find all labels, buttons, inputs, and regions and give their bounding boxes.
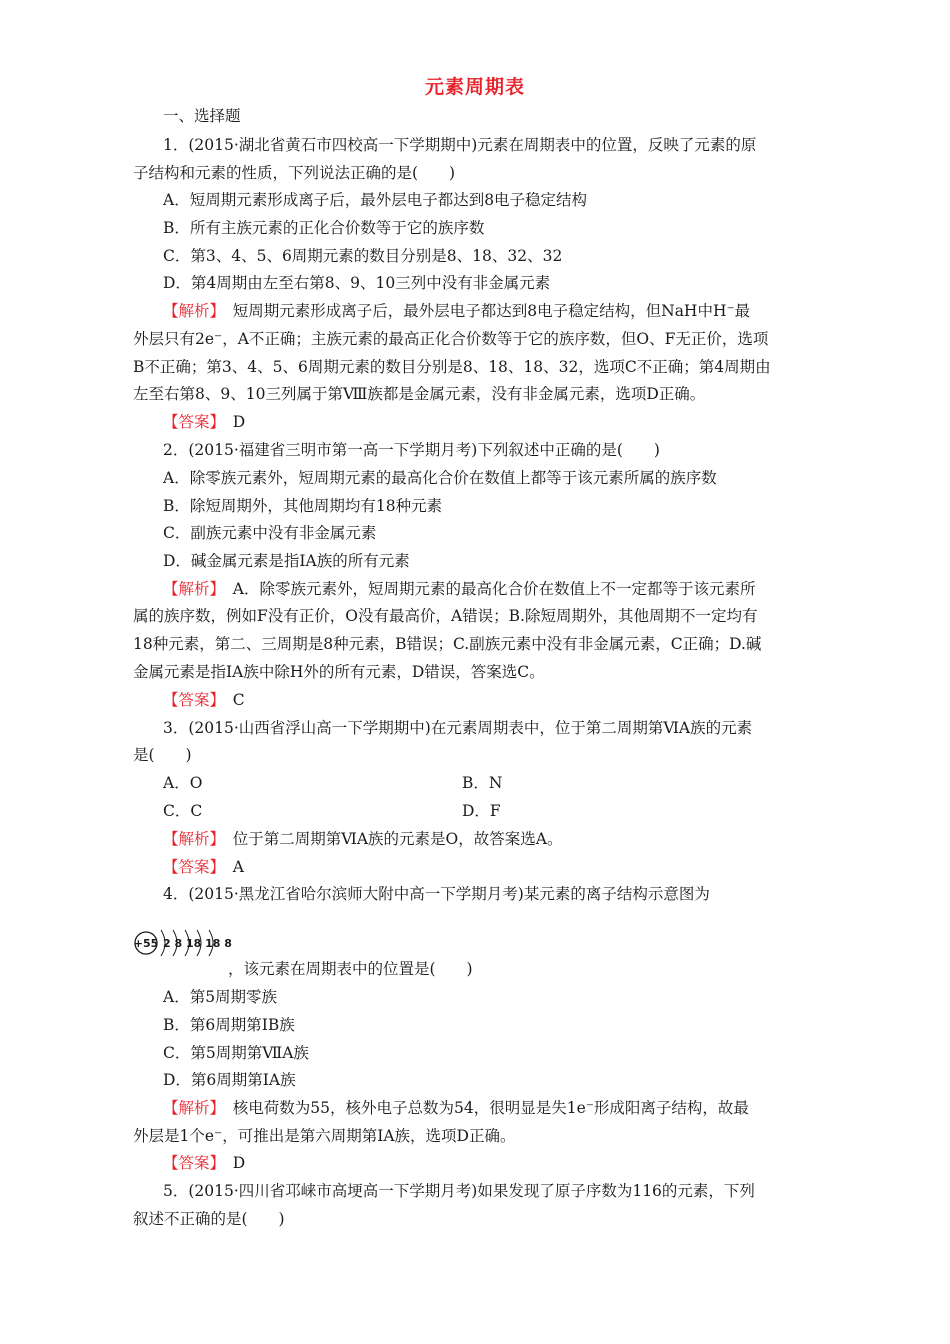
q2-analysis-text-1: A．除零族元素外，短周期元素的最高化合价在数值上不一定都等于该元素所 — [217, 580, 756, 598]
q1-option-c: C．第3、4、5、6周期元素的数目分别是8、18、32、32 — [163, 247, 563, 265]
q4-option-d: D．第6周期第ⅠA族 — [163, 1071, 296, 1089]
q1-analysis-line-4: 左至右第8、9、10三列属于第Ⅷ族都是金属元素，没有非金属元素，选项D正确。 — [133, 385, 706, 403]
q4-analysis-text-1: 核电荷数为55，核外电子总数为54，很明显是失1e⁻形成阳离子结构，故最 — [217, 1099, 749, 1117]
page-title: 元素周期表 — [424, 76, 525, 98]
q1-option-b: B．所有主族元素的正化合价数等于它的族序数 — [163, 219, 485, 237]
q2-option-d: D．碱金属元素是指ⅠA族的所有元素 — [163, 552, 410, 570]
q1-analysis-line-1 — [163, 301, 750, 321]
q3-option-c: C．C — [163, 802, 203, 820]
q2-option-b: B．除短周期外，其他周期均有18种元素 — [163, 497, 443, 515]
q4-option-b: B．第6周期第ⅠB族 — [163, 1016, 295, 1034]
q2-analysis-line-3: 18种元素，第二、三周期是8种元素，B错误；C.副族元素中没有非金属元素，C正确；D.碱 — [133, 635, 762, 653]
q3-answer-value: A — [217, 858, 244, 876]
q3-analysis-line-1 — [163, 829, 562, 849]
q4-stem-line-1: 4．(2015·黑龙江省哈尔滨师大附中高一下学期月考)某元素的离子结构示意图为 — [163, 885, 710, 903]
q4-option-c: C．第5周期第ⅦA族 — [163, 1044, 309, 1062]
q2-analysis-line-1 — [163, 579, 755, 599]
analysis-label: 【解析】 — [163, 302, 218, 320]
answer-label: 【答案】 — [163, 691, 218, 709]
q1-answer-value: D — [217, 413, 246, 431]
q2-answer — [163, 690, 245, 710]
q1-analysis-text-1: 短周期元素形成离子后，最外层电子都达到8电子稳定结构，但NaH中H⁻最 — [217, 302, 751, 320]
q2-analysis-line-2: 属的族序数，例如F没有正价，O没有最高价，A错误；B.除短周期外，其他周期不一定均有 — [133, 607, 758, 625]
analysis-label: 【解析】 — [163, 580, 218, 598]
nucleus-charge: +55 — [133, 937, 159, 950]
ion-structure-diagram — [133, 924, 233, 972]
q3-stem-line-2: 是( ) — [133, 746, 192, 764]
q2-analysis-line-4: 金属元素是指ⅠA族中除H外的所有元素，D错误，答案选C。 — [133, 663, 545, 681]
q2-option-c: C．副族元素中没有非金属元素 — [163, 524, 377, 542]
q4-option-a: A．第5周期零族 — [163, 988, 278, 1006]
q5-stem-line-1: 5．(2015·四川省邛崃市高埂高一下学期月考)如果发现了原子序数为116的元素，下列 — [163, 1182, 755, 1200]
q3-stem-line-1: 3．(2015·山西省浮山高一下学期期中)在元素周期表中，位于第二周期第ⅥA族的元素 — [163, 719, 753, 737]
q4-analysis-line-2: 外层是1个e⁻，可推出是第六周期第ⅠA族，选项D正确。 — [133, 1127, 516, 1145]
q2-option-a: A．除零族元素外，短周期元素的最高化合价在数值上都等于该元素所属的族序数 — [163, 469, 717, 487]
section-heading: 一、选择题 — [163, 107, 241, 125]
q1-option-a: A．短周期元素形成离子后，最外层电子都达到8电子稳定结构 — [163, 191, 588, 209]
q5-stem-line-2: 叙述不正确的是( ) — [133, 1210, 285, 1228]
q4-answer-value: D — [217, 1154, 246, 1172]
q3-option-a: A．O — [163, 774, 203, 792]
q4-analysis-line-1 — [163, 1098, 749, 1118]
q1-answer — [163, 412, 245, 432]
q1-option-d: D．第4周期由左至右第8、9、10三列中没有非金属元素 — [163, 274, 551, 292]
q2-answer-value: C — [217, 691, 245, 709]
analysis-label: 【解析】 — [163, 830, 218, 848]
q3-answer — [163, 857, 244, 877]
analysis-label: 【解析】 — [163, 1099, 218, 1117]
answer-label: 【答案】 — [163, 1154, 218, 1172]
q1-analysis-line-2: 外层只有2e⁻，A不正确；主族元素的最高正化合价数等于它的族序数，但O、F无正价，选项 — [133, 330, 769, 348]
electron-shell-counts: 2 8 18 18 8 — [163, 937, 232, 950]
q3-option-b: B．N — [462, 774, 503, 792]
q3-option-d: D．F — [462, 802, 501, 820]
answer-label: 【答案】 — [163, 858, 218, 876]
q1-stem-line-2: 子结构和元素的性质，下列说法正确的是( ) — [133, 164, 456, 182]
answer-label: 【答案】 — [163, 413, 218, 431]
q1-analysis-line-3: B不正确；第3、4、5、6周期元素的数目分别是8、18、18、32，选项C不正确；第4周期由 — [133, 358, 771, 376]
q3-analysis-text-1: 位于第二周期第ⅥA族的元素是O，故答案选A。 — [217, 830, 563, 848]
q2-stem-line-1: 2．(2015·福建省三明市第一高一下学期月考)下列叙述中正确的是( ) — [163, 441, 660, 459]
q4-answer — [163, 1153, 245, 1173]
q4-stem-line-2: ，该元素在周期表中的位置是( ) — [228, 960, 473, 978]
q1-stem-line-1: 1．(2015·湖北省黄石市四校高一下学期期中)元素在周期表中的位置，反映了元素的原 — [163, 136, 757, 154]
